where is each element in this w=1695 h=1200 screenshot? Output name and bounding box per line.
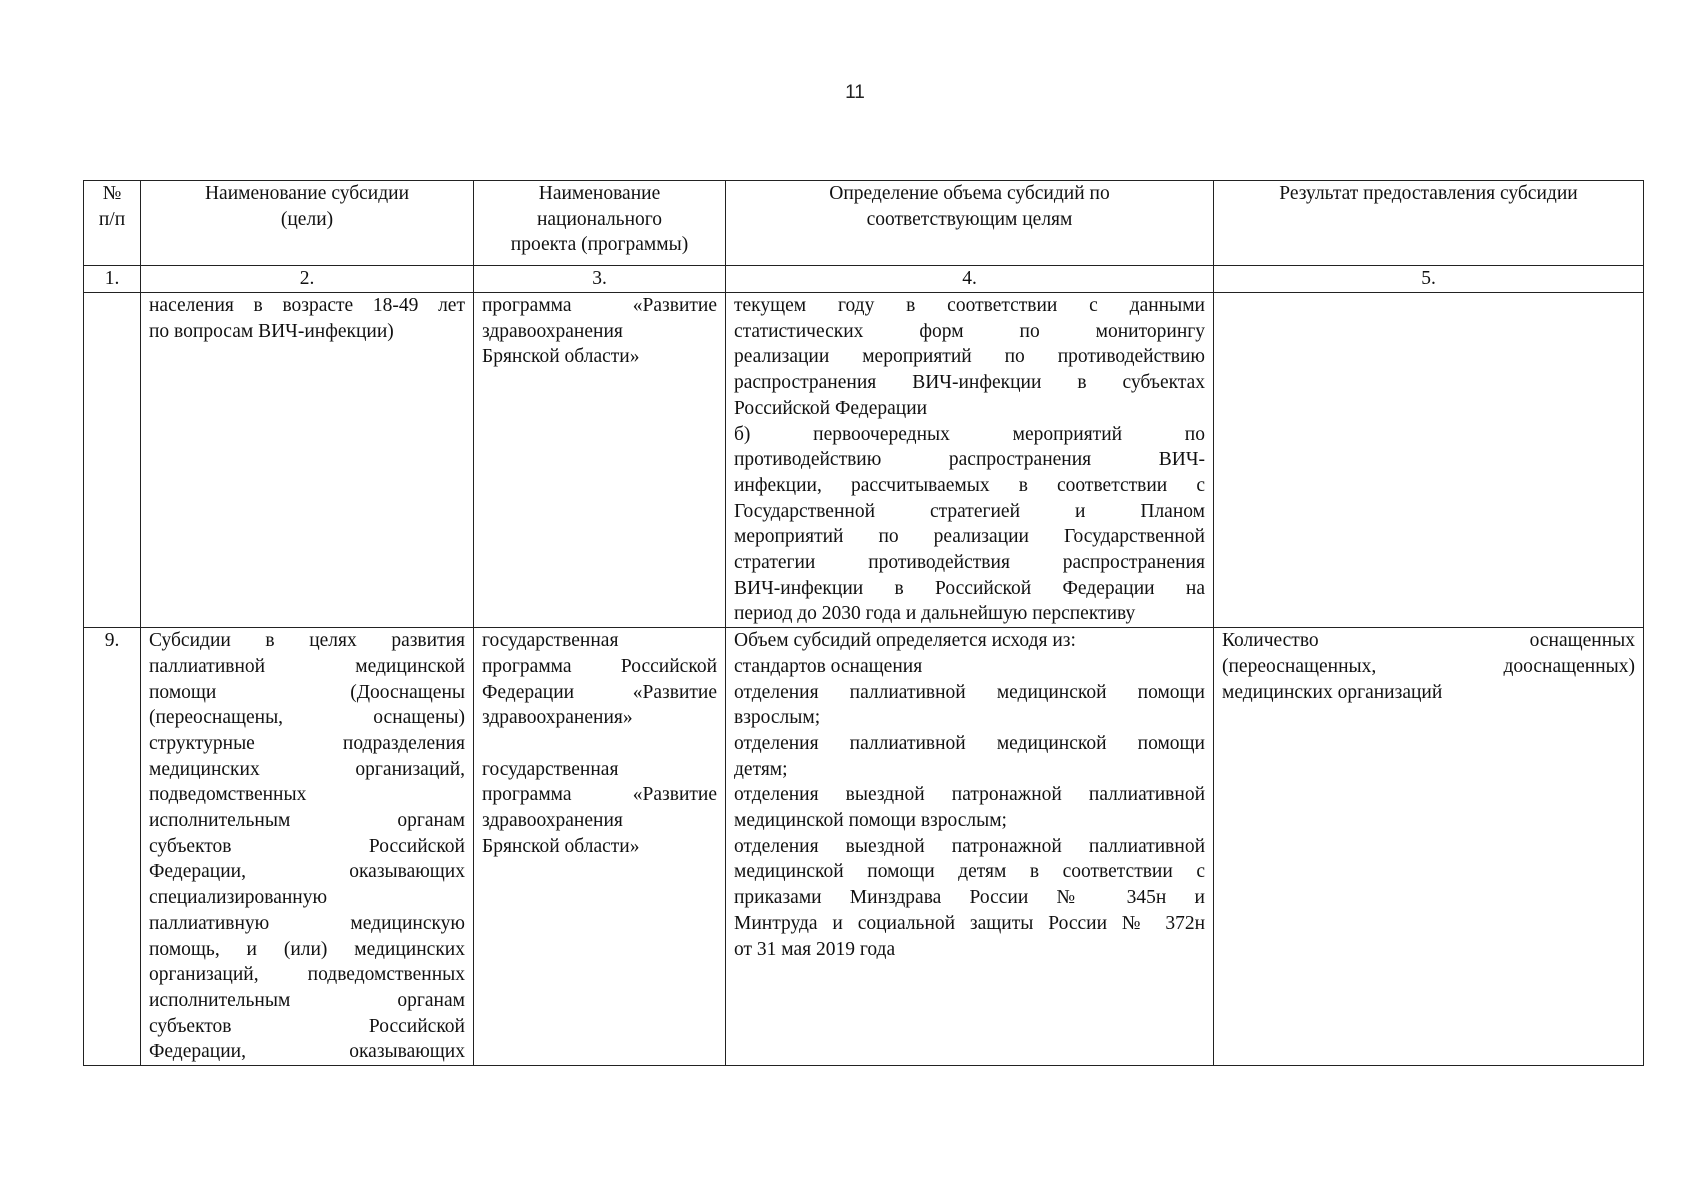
table-row-9 [84, 628, 1644, 1066]
result-cell [1214, 293, 1644, 628]
header-line: № [102, 183, 122, 204]
table-header-row [84, 181, 1644, 266]
text-line: Брянской области» [482, 835, 640, 857]
text-line: медицинских организаций [1222, 681, 1443, 703]
text-line: программа Российской [482, 655, 717, 677]
text-line: здравоохранения [482, 810, 623, 832]
text-line: стратегии противодействия распространения [734, 552, 1205, 574]
header-result [1214, 181, 1644, 266]
text-line: исполнительным органам [149, 810, 465, 832]
header-number [84, 181, 141, 266]
header-subsidy-name [141, 181, 474, 266]
header-project-name [474, 181, 726, 266]
text-line: детям; [734, 758, 788, 780]
text-line: стандартов оснащения [734, 655, 923, 677]
text-line: Объем субсидий определяется исходя из: [734, 630, 1076, 652]
header-line: проекта (программы) [510, 234, 689, 256]
text-line: инфекции, рассчитываемых в соответствии с [734, 474, 1205, 496]
result-cell [1214, 628, 1644, 1066]
text-line: Количество оснащенных [1222, 630, 1635, 652]
text-line: (переоснащены, оснащены) [149, 707, 465, 729]
column-number: 4. [726, 266, 1214, 293]
column-number: 2. [141, 266, 474, 293]
header-volume-definition [726, 181, 1214, 266]
text-line: государственная [482, 630, 619, 652]
text-line: реализации мероприятий по противодействию [734, 346, 1205, 368]
project-name-cell [474, 628, 726, 1066]
row-number: 9. [84, 628, 141, 1066]
text-line: по вопросам ВИЧ-инфекции) [149, 320, 394, 342]
text-line: здравоохранения» [482, 707, 633, 729]
column-number: 3. [474, 266, 726, 293]
spacer [482, 731, 717, 757]
text-line: программа «Развитие [482, 295, 717, 316]
text-line: Минтруда и социальной защиты России № 372н [734, 912, 1205, 934]
text-line: Федерации, оказывающих [149, 861, 465, 883]
text-line: субъектов Российской [149, 835, 465, 857]
text-line: отделения выездной патронажной паллиативной [734, 784, 1205, 806]
volume-definition-cell [726, 293, 1214, 628]
text-line: статистических форм по мониторингу [734, 320, 1205, 342]
text-line: отделения паллиативной медицинской помощи [734, 732, 1205, 754]
row-number [84, 293, 141, 628]
header-line: Результат предоставления субсидии [1279, 183, 1578, 204]
project-name-cell [474, 293, 726, 628]
text-line: подведомственных [149, 784, 307, 806]
subsidy-name-cell [141, 293, 474, 628]
header-line: Наименование [538, 183, 661, 204]
subsidy-table [83, 180, 1644, 1066]
text-line: от 31 мая 2019 года [734, 938, 896, 960]
text-line: противодействию распространения ВИЧ- [734, 449, 1205, 471]
text-line: исполнительным органам [149, 989, 465, 1011]
text-line: организаций, подведомственных [149, 964, 465, 986]
text-line: помощь, и (или) медицинских [149, 938, 465, 960]
text-line: период до 2030 года и дальнейшую перспективу [734, 603, 1136, 625]
text-line: приказами Минздрава России № 345н и [734, 887, 1205, 909]
text-line: Федерации «Развитие [482, 681, 717, 703]
text-line: б) первоочередных мероприятий по [734, 423, 1205, 445]
column-number: 5. [1214, 266, 1644, 293]
text-line: программа «Развитие [482, 784, 717, 806]
text-line: отделения выездной патронажной паллиативной [734, 835, 1205, 857]
text-line: взрослым; [734, 707, 821, 729]
text-line: отделения паллиативной медицинской помощи [734, 681, 1205, 703]
header-line: Определение объема субсидий по [829, 183, 1110, 204]
header-line: соответствующим целям [866, 208, 1073, 230]
text-line: Субсидии в целях развития [149, 630, 465, 652]
text-line: помощи (Дооснащены [149, 681, 465, 703]
text-line: Государственной стратегией и Планом [734, 500, 1205, 522]
text-line: медицинских организаций, [149, 758, 465, 780]
text-line: населения в возрасте 18-49 лет [149, 295, 465, 316]
column-number: 1. [84, 266, 141, 293]
column-numbering-row [84, 266, 1644, 293]
text-line: Российской Федерации [734, 397, 928, 419]
text-line: медицинской помощи взрослым; [734, 810, 1007, 832]
text-line: Брянской области» [482, 346, 640, 368]
table-row-continued [84, 293, 1644, 628]
text-line: медицинской помощи детям в соответствии с [734, 861, 1205, 883]
header-line: п/п [98, 208, 126, 230]
text-line: государственная [482, 758, 619, 780]
text-line: текущем году в соответствии с данными [734, 295, 1205, 316]
subsidy-name-cell [141, 628, 474, 1066]
text-line: паллиативную медицинскую [149, 912, 465, 934]
text-line: специализированную [149, 887, 328, 909]
header-line: (цели) [280, 208, 334, 230]
text-line: субъектов Российской [149, 1015, 465, 1037]
text-line: структурные подразделения [149, 732, 465, 754]
page-number: 11 [845, 82, 865, 103]
header-line: Наименование субсидии [204, 183, 410, 204]
text-line: здравоохранения [482, 320, 623, 342]
text-line: (переоснащенных, дооснащенных) [1222, 655, 1635, 677]
text-line: мероприятий по реализации Государственной [734, 526, 1205, 548]
text-line: паллиативной медицинской [149, 655, 465, 677]
text-line: распространения ВИЧ-инфекции в субъектах [734, 372, 1205, 394]
text-line: Федерации, оказывающих [149, 1041, 465, 1063]
text-line: ВИЧ-инфекции в Российской Федерации на [734, 577, 1205, 599]
volume-definition-cell [726, 628, 1214, 1066]
header-line: национального [536, 208, 663, 230]
